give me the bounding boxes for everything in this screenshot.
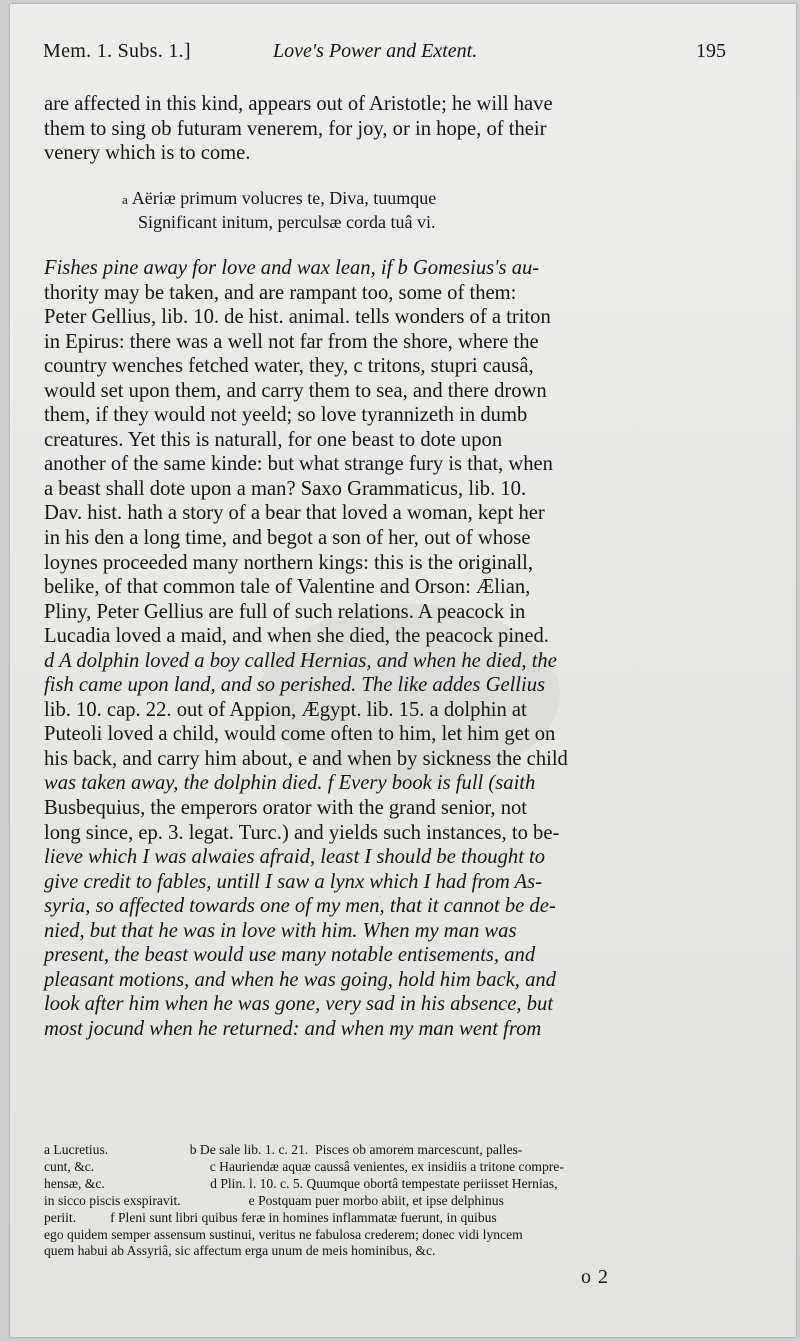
running-head-title: Love's Power and Extent. xyxy=(273,40,478,62)
text-line: would set upon them, and carry them to sea, and there drown xyxy=(44,379,547,402)
text-line: country wenches fetched water, they, c tritons, stupri causâ, xyxy=(44,355,534,378)
text-line: another of the same kinde: but what strange fury is that, when xyxy=(44,453,553,476)
text-line: d A dolphin loved a boy called Hernias, and when he died, the xyxy=(44,649,557,672)
text-line: Fishes pine away for love and wax lean, if b Gomesius's au- xyxy=(44,257,540,279)
text-line: loynes proceeded many northern kings: this is the originall, xyxy=(44,551,534,574)
text-line: his back, and carry him about, e and when by sickness the child xyxy=(44,747,568,770)
main-paragraph xyxy=(44,256,726,1042)
text-line: give credit to fables, untill I saw a lynx which I had from As- xyxy=(44,870,543,893)
footnote-line: periit. f Pleni sunt libri quibus feræ in homines inflammatæ fuerunt, in quibus xyxy=(44,1209,497,1225)
text-line: nied, but that he was in love with him. When my man was xyxy=(44,919,517,942)
text-line: Dav. hist. hath a story of a bear that loved a woman, kept her xyxy=(44,502,545,525)
text-line: present, the beast would use many notable entisements, and xyxy=(44,944,536,967)
text-line: thority may be taken, and are rampant too, some of them: xyxy=(44,281,517,304)
text-line: look after him when he was gone, very sad in his absence, but xyxy=(44,993,554,1016)
text-line: was taken away, the dolphin died. f Every book is full (saith xyxy=(44,772,536,795)
footnote-line: in sicco piscis exspiravit. e Postquam puer morbo abiit, et ipse delphinus xyxy=(44,1192,504,1208)
text-line: Pliny, Peter Gellius are full of such relations. A peacock in xyxy=(44,600,526,623)
text-line: pleasant motions, and when he was going, hold him back, and xyxy=(44,968,556,991)
text-line: long since, ep. 3. legat. Turc.) and yields such instances, to be- xyxy=(44,821,560,844)
text-line: a beast shall dote upon a man? Saxo Grammaticus, lib. 10. xyxy=(44,477,527,500)
footnote-line: hensæ, &c. d Plin. l. 10. c. 5. Quumque obortâ tempestate periisset Hernias, xyxy=(44,1175,558,1191)
verse-line: Significant initum, perculsæ corda tuâ vi. xyxy=(138,212,436,232)
text-line: belike, of that common tale of Valentine and Orson: Ælian, xyxy=(44,576,531,599)
signature-mark: o 2 xyxy=(581,1266,609,1288)
text-line: venery which is to come. xyxy=(44,142,251,165)
intro-text xyxy=(44,92,726,166)
text-line: them, if they would not yeeld; so love tyrannizeth in dumb xyxy=(44,404,528,427)
text-line: most jocund when he returned: and when my man went from xyxy=(44,1017,542,1040)
text-line: fish came upon land, and so perished. The like addes Gellius xyxy=(44,674,546,697)
footnote-marker: a xyxy=(122,192,128,207)
text-line: in his den a long time, and begot a son of her, out of whose xyxy=(44,527,531,550)
page-number: 195 xyxy=(696,40,726,62)
text-line: syria, so affected towards one of my men, that it cannot be de- xyxy=(44,895,556,918)
running-head xyxy=(43,40,726,70)
text-line: Busbequius, the emperors orator with the grand senior, not xyxy=(44,797,528,820)
text-line: Peter Gellius, lib. 10. de hist. animal. tells wonders of a triton xyxy=(44,306,551,329)
verse-quotation xyxy=(122,187,437,234)
text-line: lib. 10. cap. 22. out of Appion, Ægypt. lib. 15. a dolphin at xyxy=(44,698,527,721)
footnotes xyxy=(44,1142,728,1260)
text-line: in Epirus: there was a well not far from the shore, where the xyxy=(44,330,539,353)
running-head-section: Mem. 1. Subs. 1.] xyxy=(43,40,191,62)
verse-line: a Aëriæ primum volucres te, Diva, tuumque xyxy=(122,188,437,208)
text-line: lieve which I was alwaies afraid, least I should be thought to xyxy=(44,846,546,869)
text-line: Lucadia loved a maid, and when she died, the peacock pined. xyxy=(44,625,549,648)
text-line: are affected in this kind, appears out of Aristotle; he will have xyxy=(44,93,553,115)
text-line: Puteoli loved a child, would come often to him, let him get on xyxy=(44,723,556,746)
book-page xyxy=(10,4,796,1337)
footnote-line: quem habui ab Assyriâ, sic affectum erga unum de meis hominibus, &c. xyxy=(44,1243,436,1259)
text-line: creatures. Yet this is naturall, for one beast to dote upon xyxy=(44,428,503,451)
footnote-line: ego quidem semper assensum sustinui, veritus ne fabulosa crederem; donec vidi lyncem xyxy=(44,1226,523,1242)
footnote-line: a Lucretius. b De sale lib. 1. c. 21. Pisces ob amorem marcescunt, palles- xyxy=(44,1142,523,1157)
text-line: them to sing ob futuram venerem, for joy, or in hope, of their xyxy=(44,117,547,140)
footnote-line: cunt, &c. c Hauriendæ aquæ caussâ venientes, ex insidiis a tritone compre- xyxy=(44,1158,564,1174)
